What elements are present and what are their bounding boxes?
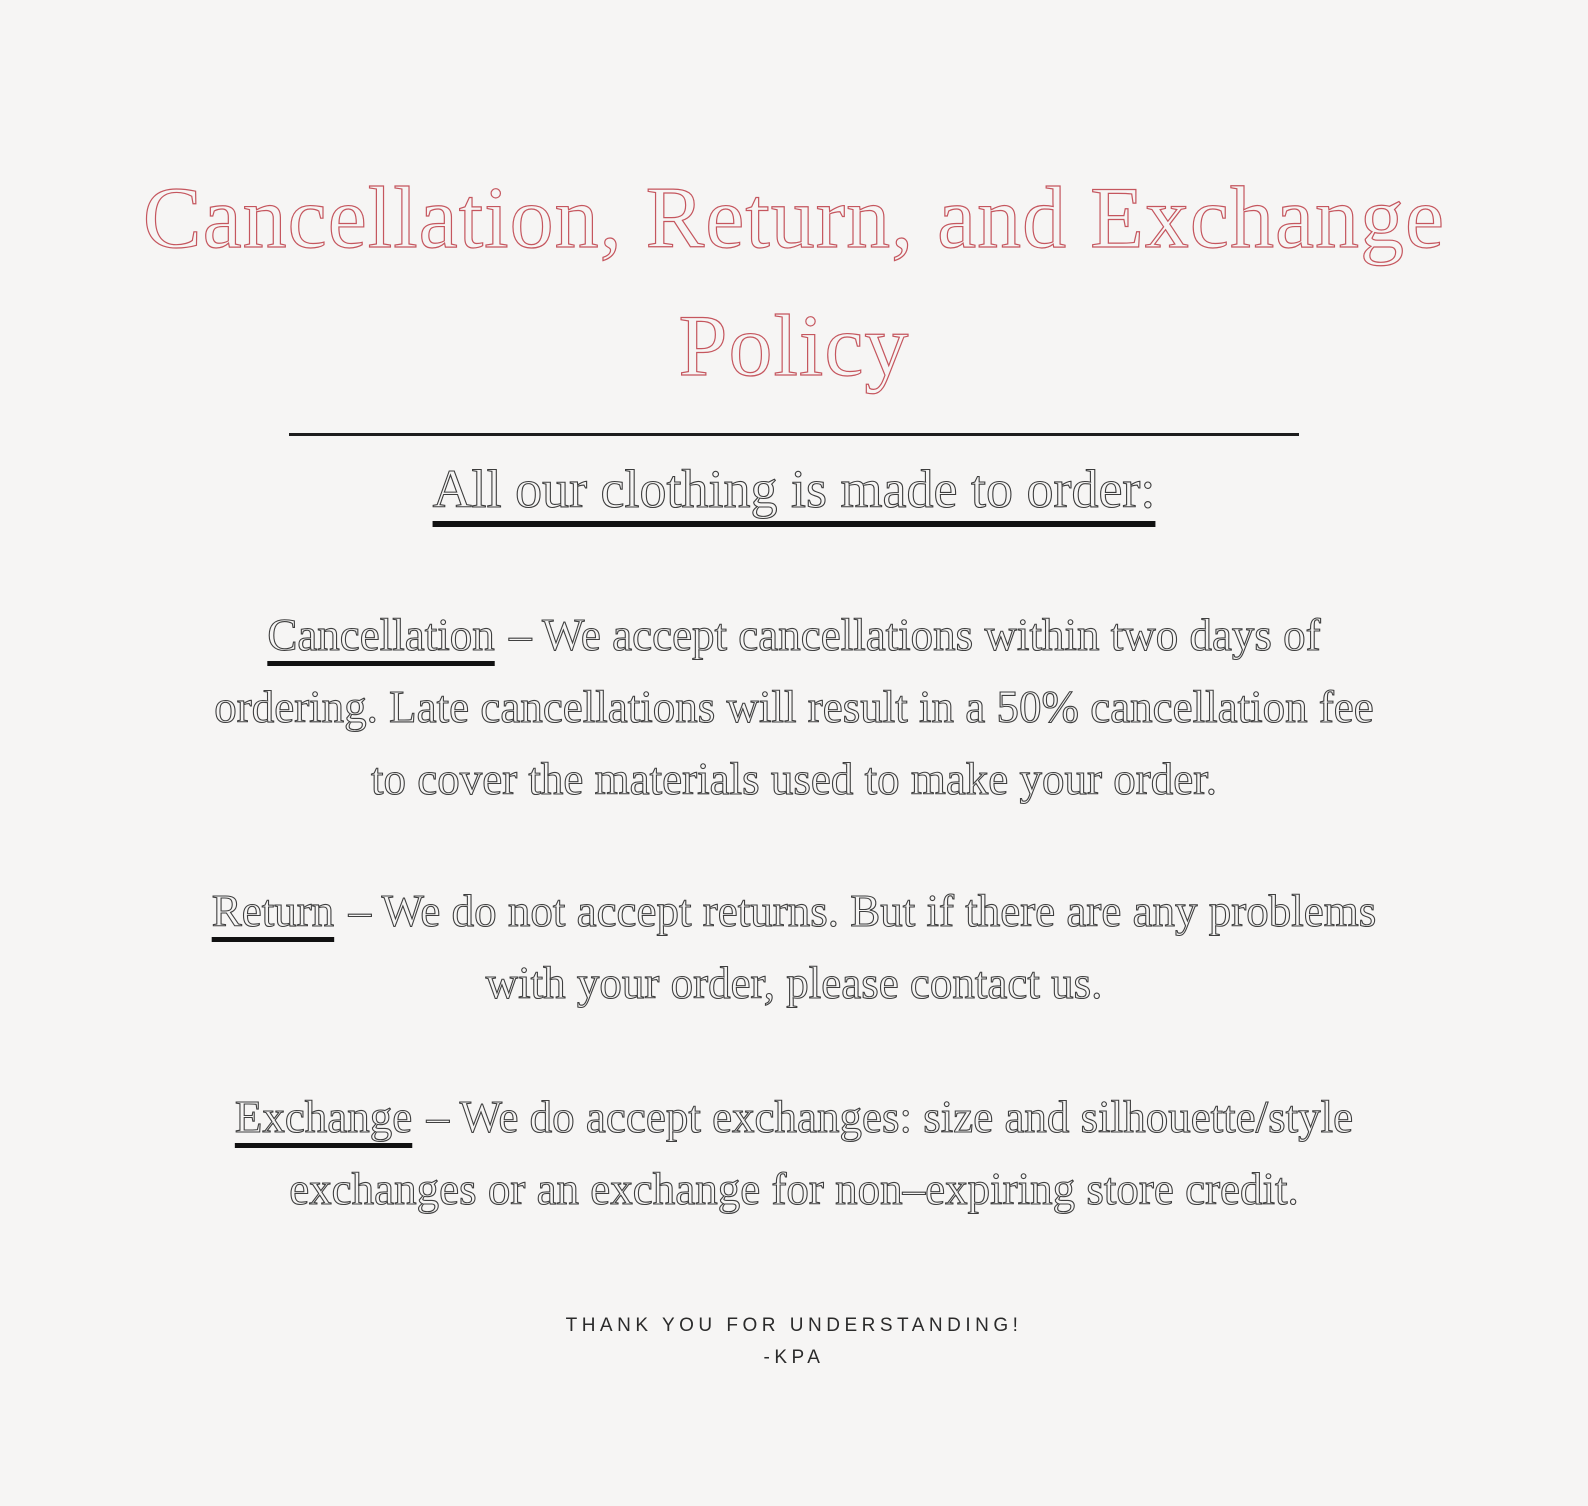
policy-line bbox=[214, 599, 1374, 671]
policy-line bbox=[235, 1081, 1353, 1153]
policy-text: – We do accept exchanges: size and silhouette/style bbox=[426, 1092, 1354, 1142]
policy-term-return: Return bbox=[211, 886, 335, 936]
subtitle-made-to-order: All our clothing is made to order: bbox=[432, 459, 1156, 519]
policy-line: exchanges or an exchange for non–expiring store credit. bbox=[289, 1164, 1299, 1214]
policy-line bbox=[212, 875, 1377, 947]
policy-text: – We accept cancellations within two days of bbox=[509, 610, 1321, 660]
title-divider-line bbox=[289, 433, 1299, 436]
policy-paragraph-exchange bbox=[235, 1081, 1353, 1225]
policy-paragraph-return bbox=[212, 875, 1377, 1019]
footer-note bbox=[566, 1310, 1023, 1374]
page-title-line-2: Policy bbox=[678, 298, 910, 395]
policy-line: with your order, please contact us. bbox=[485, 958, 1103, 1008]
page-title bbox=[143, 155, 1445, 411]
footer-signature: -KPA bbox=[763, 1347, 825, 1368]
policy-line: to cover the materials used to make your order. bbox=[371, 754, 1217, 804]
footer-thanks-text: THANK YOU FOR UNDERSTANDING! bbox=[565, 1315, 1023, 1336]
policy-text: – We do not accept returns. But if there are any problems bbox=[348, 886, 1377, 936]
policy-term-cancellation: Cancellation bbox=[267, 610, 495, 660]
policy-term-exchange: Exchange bbox=[234, 1092, 413, 1142]
policy-paragraph-cancellation bbox=[214, 599, 1374, 815]
page-title-line-1: Cancellation, Return, and Exchange bbox=[142, 170, 1446, 267]
policy-line: ordering. Late cancellations will result in a 50% cancellation fee bbox=[214, 682, 1374, 732]
